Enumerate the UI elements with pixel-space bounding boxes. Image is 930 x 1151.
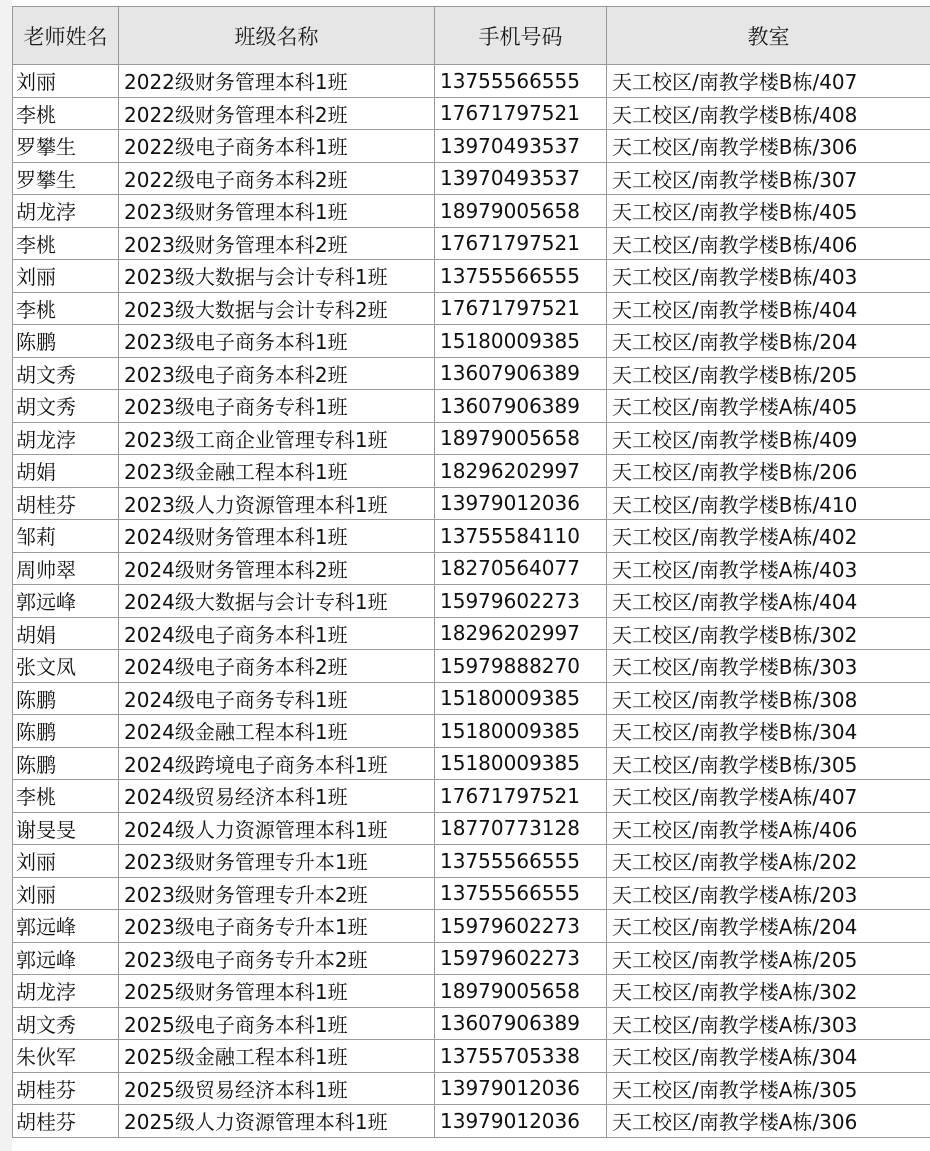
cell-teacher-name[interactable]: 胡文秀 (13, 1007, 119, 1040)
cell-class-name[interactable]: 2025级财务管理本科1班 (119, 975, 435, 1008)
cell-classroom[interactable]: 天工校区/南教学楼B栋/405 (607, 195, 930, 228)
table-row (13, 812, 930, 845)
cell-teacher-name[interactable]: 陈鹏 (13, 715, 119, 748)
table-row (13, 195, 930, 228)
cell-teacher-name[interactable]: 罗攀生 (13, 130, 119, 163)
cell-classroom[interactable]: 天工校区/南教学楼B栋/306 (607, 130, 930, 163)
cell-phone[interactable]: 13755566555 (435, 65, 607, 98)
cell-classroom[interactable]: 天工校区/南教学楼A栋/306 (607, 1105, 930, 1138)
table-row (13, 1007, 930, 1040)
cell-class-name[interactable]: 2024级大数据与会计专科1班 (119, 585, 435, 618)
cell-classroom[interactable]: 天工校区/南教学楼A栋/407 (607, 780, 930, 813)
cell-phone[interactable]: 13755584110 (435, 520, 607, 553)
cell-class-name[interactable]: 2023级财务管理本科2班 (119, 227, 435, 260)
header-row (13, 7, 930, 65)
cell-phone[interactable]: 15979602273 (435, 910, 607, 943)
cell-phone[interactable]: 18296202997 (435, 455, 607, 488)
cell-phone[interactable]: 18770773128 (435, 812, 607, 845)
cell-class-name[interactable]: 2025级贸易经济本科1班 (119, 1072, 435, 1105)
cell-class-name[interactable]: 2022级财务管理本科2班 (119, 97, 435, 130)
cell-classroom[interactable]: 天工校区/南教学楼B栋/302 (607, 617, 930, 650)
cell-class-name[interactable]: 2023级电子商务专科1班 (119, 390, 435, 423)
cell-class-name[interactable]: 2023级工商企业管理专科1班 (119, 422, 435, 455)
cell-phone[interactable]: 13755566555 (435, 877, 607, 910)
table-row (13, 975, 930, 1008)
cell-class-name[interactable]: 2023级人力资源管理本科1班 (119, 487, 435, 520)
cell-classroom[interactable]: 天工校区/南教学楼A栋/303 (607, 1007, 930, 1040)
cell-teacher-name[interactable]: 邹莉 (13, 520, 119, 553)
table-row (13, 162, 930, 195)
table-row (13, 1105, 930, 1138)
cell-class-name[interactable]: 2023级金融工程本科1班 (119, 455, 435, 488)
column-header-teacher-name[interactable]: 老师姓名 (13, 7, 119, 65)
cell-teacher-name[interactable]: 李桃 (13, 227, 119, 260)
cell-teacher-name[interactable]: 刘丽 (13, 65, 119, 98)
table-row (13, 422, 930, 455)
column-header-phone[interactable]: 手机号码 (435, 7, 607, 65)
cell-classroom[interactable]: 天工校区/南教学楼A栋/404 (607, 585, 930, 618)
cell-teacher-name[interactable]: 张文凤 (13, 650, 119, 683)
cell-teacher-name[interactable]: 李桃 (13, 780, 119, 813)
teacher-class-table (12, 6, 930, 1138)
table-row (13, 845, 930, 878)
cell-class-name[interactable]: 2025级金融工程本科1班 (119, 1040, 435, 1073)
table-row (13, 682, 930, 715)
cell-classroom[interactable]: 天工校区/南教学楼A栋/302 (607, 975, 930, 1008)
cell-classroom[interactable]: 天工校区/南教学楼A栋/405 (607, 390, 930, 423)
cell-teacher-name[interactable]: 刘丽 (13, 877, 119, 910)
cell-phone[interactable]: 17671797521 (435, 292, 607, 325)
row-header-gutter (0, 0, 12, 1151)
cell-class-name[interactable]: 2023级财务管理专升本2班 (119, 877, 435, 910)
cell-phone[interactable]: 18979005658 (435, 975, 607, 1008)
table-row (13, 585, 930, 618)
cell-classroom[interactable]: 天工校区/南教学楼B栋/407 (607, 65, 930, 98)
cell-phone[interactable]: 17671797521 (435, 97, 607, 130)
cell-phone[interactable]: 13607906389 (435, 390, 607, 423)
cell-teacher-name[interactable]: 胡文秀 (13, 390, 119, 423)
cell-teacher-name[interactable]: 李桃 (13, 97, 119, 130)
cell-teacher-name[interactable]: 谢旻旻 (13, 812, 119, 845)
table-row (13, 1072, 930, 1105)
cell-phone[interactable]: 15979602273 (435, 942, 607, 975)
cell-class-name[interactable]: 2024级人力资源管理本科1班 (119, 812, 435, 845)
cell-classroom[interactable]: 天工校区/南教学楼B栋/304 (607, 715, 930, 748)
cell-teacher-name[interactable]: 陈鹏 (13, 682, 119, 715)
table-row (13, 780, 930, 813)
table-row (13, 910, 930, 943)
cell-class-name[interactable]: 2023级大数据与会计专科1班 (119, 260, 435, 293)
table-row (13, 552, 930, 585)
cell-teacher-name[interactable]: 胡娟 (13, 455, 119, 488)
cell-classroom[interactable]: 天工校区/南教学楼A栋/402 (607, 520, 930, 553)
cell-teacher-name[interactable]: 胡龙浡 (13, 422, 119, 455)
table-row (13, 455, 930, 488)
cell-teacher-name[interactable]: 陈鹏 (13, 325, 119, 358)
cell-classroom[interactable]: 天工校区/南教学楼A栋/403 (607, 552, 930, 585)
cell-teacher-name[interactable]: 李桃 (13, 292, 119, 325)
table-row (13, 325, 930, 358)
cell-class-name[interactable]: 2023级电子商务专升本2班 (119, 942, 435, 975)
cell-classroom[interactable]: 天工校区/南教学楼B栋/409 (607, 422, 930, 455)
cell-class-name[interactable]: 2023级电子商务本科2班 (119, 357, 435, 390)
column-header-class-name[interactable]: 班级名称 (119, 7, 435, 65)
cell-teacher-name[interactable]: 胡桂芬 (13, 1105, 119, 1138)
cell-classroom[interactable]: 天工校区/南教学楼B栋/403 (607, 260, 930, 293)
cell-phone[interactable]: 13607906389 (435, 357, 607, 390)
cell-classroom[interactable]: 天工校区/南教学楼A栋/305 (607, 1072, 930, 1105)
table-row (13, 1040, 930, 1073)
cell-teacher-name[interactable]: 陈鹏 (13, 747, 119, 780)
cell-phone[interactable]: 15180009385 (435, 325, 607, 358)
cell-phone[interactable]: 18979005658 (435, 422, 607, 455)
cell-teacher-name[interactable]: 郭远峰 (13, 910, 119, 943)
table-row (13, 227, 930, 260)
cell-teacher-name[interactable]: 刘丽 (13, 260, 119, 293)
column-header-classroom[interactable]: 教室 (607, 7, 930, 65)
cell-phone[interactable]: 13970493537 (435, 130, 607, 163)
table-row (13, 260, 930, 293)
cell-phone[interactable]: 13970493537 (435, 162, 607, 195)
cell-class-name[interactable]: 2022级财务管理本科1班 (119, 65, 435, 98)
cell-teacher-name[interactable]: 胡文秀 (13, 357, 119, 390)
table-row (13, 292, 930, 325)
cell-phone[interactable]: 17671797521 (435, 780, 607, 813)
table-row (13, 942, 930, 975)
cell-phone[interactable]: 15979888270 (435, 650, 607, 683)
cell-class-name[interactable]: 2024级电子商务本科2班 (119, 650, 435, 683)
cell-teacher-name[interactable]: 胡娟 (13, 617, 119, 650)
cell-teacher-name[interactable]: 郭远峰 (13, 585, 119, 618)
cell-teacher-name[interactable]: 胡桂芬 (13, 1072, 119, 1105)
cell-classroom[interactable]: 天工校区/南教学楼B栋/308 (607, 682, 930, 715)
cell-teacher-name[interactable]: 胡龙浡 (13, 975, 119, 1008)
cell-teacher-name[interactable]: 胡桂芬 (13, 487, 119, 520)
cell-class-name[interactable]: 2024级财务管理本科1班 (119, 520, 435, 553)
table-row (13, 520, 930, 553)
cell-classroom[interactable]: 天工校区/南教学楼B栋/204 (607, 325, 930, 358)
cell-class-name[interactable]: 2024级跨境电子商务本科1班 (119, 747, 435, 780)
cell-phone[interactable]: 15180009385 (435, 682, 607, 715)
cell-phone[interactable]: 15180009385 (435, 715, 607, 748)
cell-classroom[interactable]: 天工校区/南教学楼B栋/406 (607, 227, 930, 260)
table-row (13, 715, 930, 748)
cell-phone[interactable]: 13979012036 (435, 1105, 607, 1138)
cell-classroom[interactable]: 天工校区/南教学楼A栋/205 (607, 942, 930, 975)
table-row (13, 650, 930, 683)
cell-phone[interactable]: 13755566555 (435, 845, 607, 878)
cell-class-name[interactable]: 2025级人力资源管理本科1班 (119, 1105, 435, 1138)
table-row (13, 877, 930, 910)
table-row (13, 65, 930, 98)
table-row (13, 747, 930, 780)
cell-phone[interactable]: 13607906389 (435, 1007, 607, 1040)
cell-phone[interactable]: 15180009385 (435, 747, 607, 780)
cell-class-name[interactable]: 2023级电子商务专升本1班 (119, 910, 435, 943)
cell-teacher-name[interactable]: 朱伙军 (13, 1040, 119, 1073)
cell-class-name[interactable]: 2023级电子商务本科1班 (119, 325, 435, 358)
cell-class-name[interactable]: 2024级电子商务本科1班 (119, 617, 435, 650)
cell-class-name[interactable]: 2023级大数据与会计专科2班 (119, 292, 435, 325)
cell-phone[interactable]: 18296202997 (435, 617, 607, 650)
table-row (13, 487, 930, 520)
cell-phone[interactable]: 13979012036 (435, 1072, 607, 1105)
cell-classroom[interactable]: 天工校区/南教学楼B栋/410 (607, 487, 930, 520)
cell-class-name[interactable]: 2024级电子商务专科1班 (119, 682, 435, 715)
cell-classroom[interactable]: 天工校区/南教学楼A栋/406 (607, 812, 930, 845)
cell-class-name[interactable]: 2024级贸易经济本科1班 (119, 780, 435, 813)
cell-class-name[interactable]: 2023级财务管理本科1班 (119, 195, 435, 228)
cell-classroom[interactable]: 天工校区/南教学楼A栋/203 (607, 877, 930, 910)
cell-classroom[interactable]: 天工校区/南教学楼B栋/305 (607, 747, 930, 780)
cell-class-name[interactable]: 2022级电子商务本科1班 (119, 130, 435, 163)
table-row (13, 97, 930, 130)
table-row (13, 617, 930, 650)
cell-phone[interactable]: 15979602273 (435, 585, 607, 618)
table-row (13, 357, 930, 390)
cell-phone[interactable]: 18270564077 (435, 552, 607, 585)
cell-phone[interactable]: 13755705338 (435, 1040, 607, 1073)
cell-classroom[interactable]: 天工校区/南教学楼A栋/204 (607, 910, 930, 943)
cell-phone[interactable]: 17671797521 (435, 227, 607, 260)
cell-classroom[interactable]: 天工校区/南教学楼B栋/307 (607, 162, 930, 195)
cell-teacher-name[interactable]: 刘丽 (13, 845, 119, 878)
cell-class-name[interactable]: 2024级财务管理本科2班 (119, 552, 435, 585)
cell-phone[interactable]: 13755566555 (435, 260, 607, 293)
cell-teacher-name[interactable]: 胡龙浡 (13, 195, 119, 228)
cell-class-name[interactable]: 2024级金融工程本科1班 (119, 715, 435, 748)
cell-class-name[interactable]: 2025级电子商务本科1班 (119, 1007, 435, 1040)
cell-class-name[interactable]: 2023级财务管理专升本1班 (119, 845, 435, 878)
cell-class-name[interactable]: 2022级电子商务本科2班 (119, 162, 435, 195)
cell-teacher-name[interactable]: 郭远峰 (13, 942, 119, 975)
cell-classroom[interactable]: 天工校区/南教学楼B栋/206 (607, 455, 930, 488)
cell-classroom[interactable]: 天工校区/南教学楼B栋/205 (607, 357, 930, 390)
cell-phone[interactable]: 18979005658 (435, 195, 607, 228)
cell-phone[interactable]: 13979012036 (435, 487, 607, 520)
table-row (13, 390, 930, 423)
cell-teacher-name[interactable]: 罗攀生 (13, 162, 119, 195)
table-row (13, 130, 930, 163)
cell-teacher-name[interactable]: 周帅翠 (13, 552, 119, 585)
cell-classroom[interactable]: 天工校区/南教学楼B栋/408 (607, 97, 930, 130)
cell-classroom[interactable]: 天工校区/南教学楼A栋/202 (607, 845, 930, 878)
cell-classroom[interactable]: 天工校区/南教学楼B栋/404 (607, 292, 930, 325)
cell-classroom[interactable]: 天工校区/南教学楼B栋/303 (607, 650, 930, 683)
cell-classroom[interactable]: 天工校区/南教学楼A栋/304 (607, 1040, 930, 1073)
